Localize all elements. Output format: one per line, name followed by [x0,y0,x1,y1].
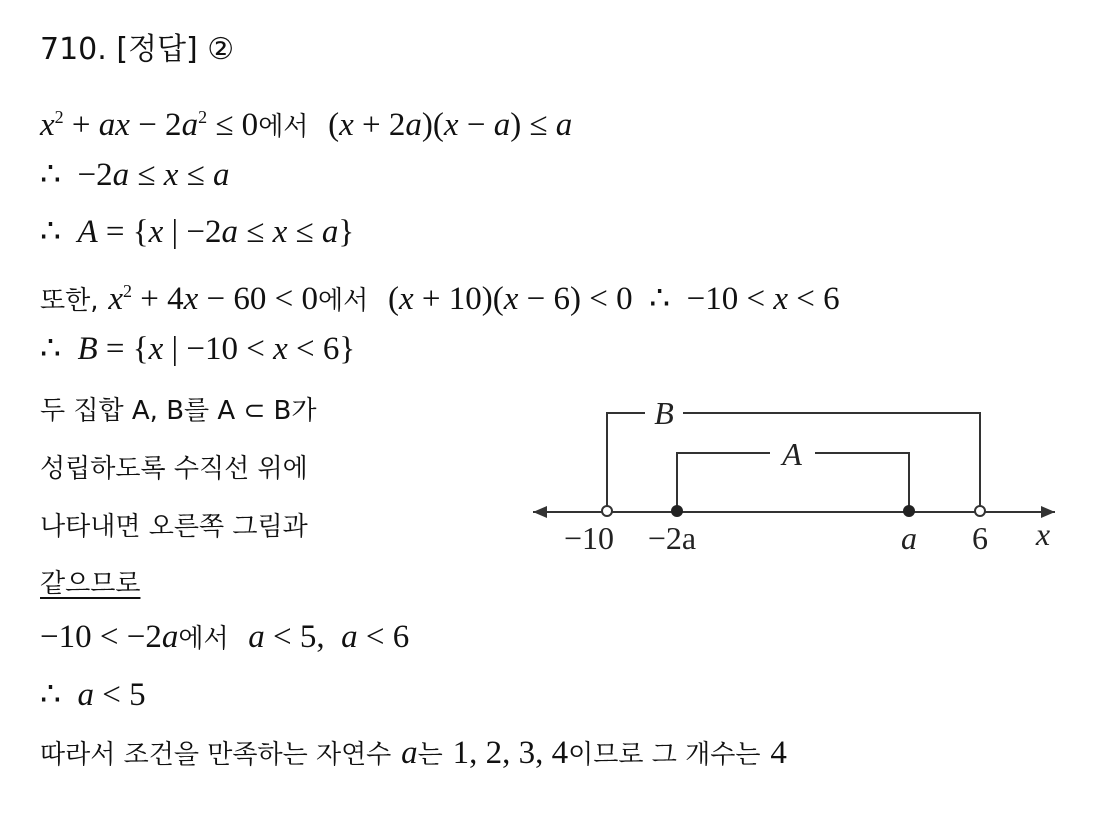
solution-line-2 [40,155,230,195]
solution-line-12 [40,733,787,775]
text-line-6: 두 집합 A, B를 A ⊂ B가 [40,396,317,426]
math-answer: 4 [770,735,787,771]
math-range-a: ∴ −2a ≤ x ≤ a [40,157,230,193]
point-minus2a-closed [671,505,683,517]
math-natural-numbers: 1, 2, 3, 4 [452,735,569,771]
math-condition-1: −10 < −2a [40,619,179,655]
text-line-9: 같으므로 [40,569,141,599]
math-set-b: ∴ B = {x | −10 < x < 6} [40,331,356,367]
text-eseo-1: 에서 [258,112,309,142]
math-inequality-2: $x^2 + 4x - 60 < 0$ [108,281,319,317]
text-ttohan: 또한, [40,286,99,316]
set-b-label: B [654,395,674,431]
text-eseo-3: 에서 [178,624,229,654]
text-conclusion-suffix: 이므로 그 개수는 [568,740,761,770]
solution-line-1 [40,97,572,147]
point-a-closed [903,505,915,517]
solution-line-4 [40,271,840,321]
set-b-bracket-left [607,413,645,509]
set-b-bracket-right [683,413,980,509]
tick-label-a: a [901,520,917,556]
solution-line-5 [40,329,355,369]
text-conclusion-prefix: 따라서 조건을 만족하는 자연수 [40,740,392,770]
solution-line-3 [40,212,354,252]
math-factored-1: (x + 2a)(x − a) ≤ a [328,107,573,143]
math-var-a: a [401,735,418,771]
set-a-bracket-right [815,453,909,509]
set-a-label: A [782,436,802,472]
text-line-7: 성립하도록 수직선 위에 [40,454,308,484]
text-neun: 는 [417,740,443,770]
problem-title: 710. [정답] ② [40,32,235,67]
math-result: ∴ a < 5 [40,677,146,713]
math-set-a: ∴ A = {x | −2a ≤ x ≤ a} [40,214,355,250]
point-6-open [975,506,985,516]
set-a-bracket-left [677,453,770,509]
solution-line-11 [40,675,146,715]
arrow-left-icon [533,506,547,518]
math-condition-2: a < 5, a < 6 [248,619,410,655]
math-inequality-1: $x^2$ + ax − $2a^2 \le 0$ [40,107,259,143]
axis-label-x: x [1035,516,1051,552]
tick-label-6: 6 [972,520,988,556]
text-eseo-2: 에서 [318,286,369,316]
number-line-diagram [525,385,1075,575]
point-minus10-open [602,506,612,516]
math-factored-2: (x + 10)(x − 6) < 0 ∴ −10 < x < 6 [387,281,840,317]
text-line-8: 나타내면 오른쪽 그림과 [40,512,308,542]
tick-label-minus2a: −2a [647,520,697,556]
tick-label-minus10: −10 [563,520,615,556]
solution-line-10 [40,617,409,659]
